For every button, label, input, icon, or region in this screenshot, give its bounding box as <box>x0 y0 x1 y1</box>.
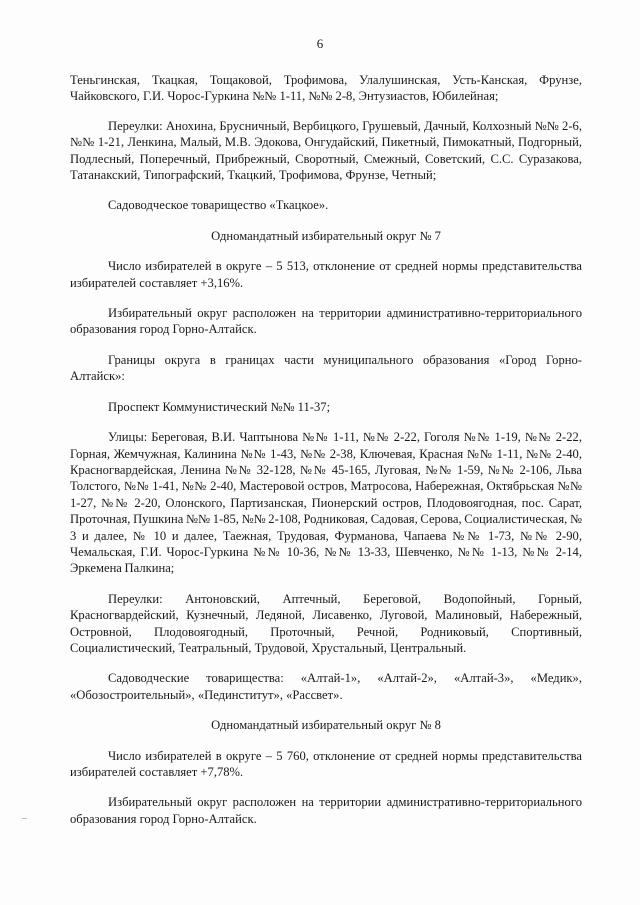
streets-continued-paragraph: Теньгинская, Ткацкая, Тощаковой, Трофимова, Улалушинская, Усть-Канская, Фрунзе, Чайковского, Г.И. Чорос-Гуркина №№ 1-11, №№ 2-8, Энтузиастов, Юбилейная; <box>70 73 582 104</box>
lanes-district-6-paragraph: Переулки: Анохина, Брусничный, Вербицкого, Грушевый, Дачный, Колхозный №№ 2-6, №№ 1-21, Ленкина, Малый, М.В. Эдокова, Онгудайский, Пикетный, Пимокатный, Подгорный, Подлесный, Поперечный, Прибрежный, Своротный, Смежный, Советский, С.С. Суразакова, Татанакский, Типографский, Ткацкий, Трофимова, Фрунзе, Четный; <box>70 118 582 183</box>
district-7-voters-paragraph: Число избирателей в округе – 5 513, отклонение от средней нормы представительства избирателей составляет +3,16%. <box>70 259 582 290</box>
document-body <box>70 72 582 827</box>
district-7-prospect-paragraph: Проспект Коммунистический №№ 11-37; <box>108 399 331 414</box>
district-7-streets-paragraph: Улицы: Береговая, В.И. Чаптынова №№ 1-11, №№ 2-22, Гоголя №№ 1-19, №№ 2-22, Горная, Жемчужная, Калинина №№ 1-43, №№ 2-38, Ключевая, Красная №№ 1-11, №№ 2-40, Красногвардейская, Ленина №№ 32-128, №№ 45-165, Луговая, №№ 1-59, №№ 2-106, Льва Толстого, №№ 1-41, №№ 2-40, Мастеровой остров, Матросова, Набережная, Октябрьская №№ 1-27, №№ 2-20, Олонского, Партизанская, Пионерский остров, Плодовоягодная, пос. Сарат, Проточная, Пушкина №№ 1-85, №№ 2-108, Родниковая, Садовая, Серова, Социалистическая, № 3 и далее, № 10 и далее, Таежная, Трудовая, Фурманова, Чапаева №№ 1-73, №№ 2-90, Чемальская, Г.И. Чорос-Гуркина №№ 10-36, №№ 13-33, Шевченко, №№ 1-13, №№ 2-14, Эркемена Палкина; <box>70 430 582 576</box>
district-7-borders-paragraph: Границы округа в границах части муниципального образования «Город Горно-Алтайск»: <box>70 352 582 384</box>
scan-mark <box>22 818 27 819</box>
district-7-gardens-paragraph: Садоводческие товарищества: «Алтай-1», «Алтай-2», «Алтай-3», «Медик», «Обозостроительный», «Пединститут», «Рассвет». <box>70 671 582 702</box>
district-8-heading: Одномандатный избирательный округ № 8 <box>211 718 441 733</box>
garden-district-6-paragraph: Садоводческое товарищество «Ткацкое». <box>108 198 329 213</box>
district-7-heading: Одномандатный избирательный округ № 7 <box>211 228 441 243</box>
district-8-territory-paragraph: Избирательный округ расположен на территории административно-территориального образования город Горно-Алтайск. <box>70 795 582 826</box>
district-7-lanes-paragraph: Переулки: Антоновский, Аптечный, Береговой, Водопойный, Горный, Красногвардейский, Кузнечный, Ледяной, Лисавенко, Луговой, Малиновый, Набережный, Островной, Плодовоягодный, Проточный, Речной, Родниковый, Спортивный, Социалистический, Театральный, Трудовой, Хрустальный, Центральный. <box>70 591 582 655</box>
district-8-voters-paragraph: Число избирателей в округе – 5 760, отклонение от средней нормы представительства избирателей составляет +7,78%. <box>70 748 582 779</box>
district-7-territory-paragraph: Избирательный округ расположен на территории административно-территориального образования город Горно-Алтайск. <box>70 306 582 337</box>
page-number: 6 <box>316 36 324 51</box>
